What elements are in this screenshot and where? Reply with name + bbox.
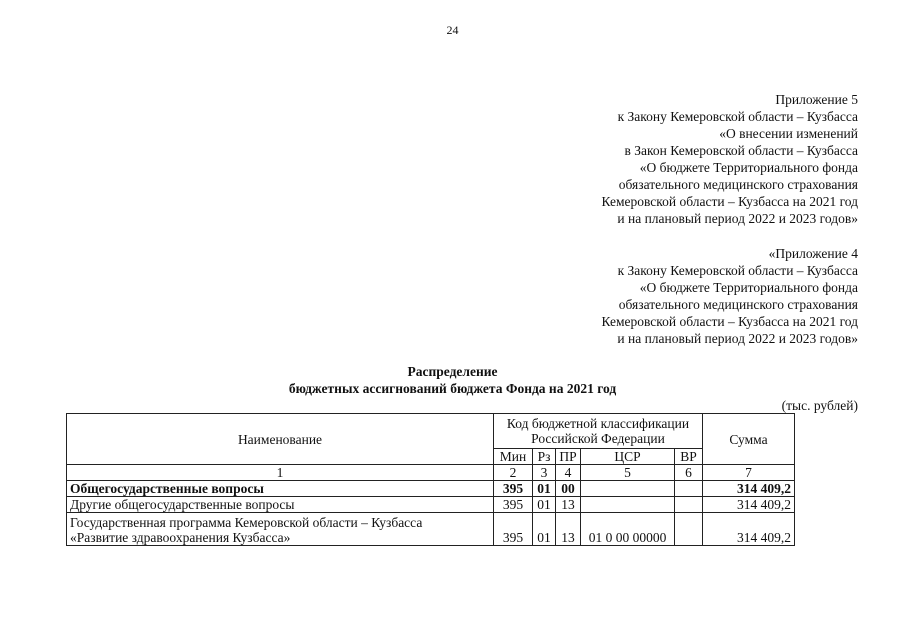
header-rz: Рз [533,449,556,465]
column-number: 5 [581,465,675,481]
document-title [0,363,905,397]
appendix-line: к Закону Кемеровской области – Кузбасса [617,109,858,124]
header-min: Мин [494,449,533,465]
appendix-line: и на плановый период 2022 и 2023 годов» [617,331,858,346]
row-pr: 00 [556,481,581,497]
row-min: 395 [494,481,533,497]
appendix-line: и на плановый период 2022 и 2023 годов» [617,211,858,226]
appendix-line: Приложение 5 [775,92,858,107]
row-min: 395 [494,513,533,546]
row-vr [675,513,703,546]
units-note: (тыс. рублей) [781,398,858,413]
header-classification-code [494,414,703,449]
row-vr [675,481,703,497]
appendix-line: в Закон Кемеровской области – Кузбасса [624,143,858,158]
title-line-1: Распределение [407,364,498,379]
appendix-line: Кемеровской области – Кузбасса на 2021 год [601,314,858,329]
row-csr: 01 0 00 00000 [581,513,675,546]
appendix-5-heading [602,91,859,227]
row-name: Общегосударственные вопросы [67,481,494,497]
table-row [67,481,795,497]
table-row [67,497,795,513]
column-number: 6 [675,465,703,481]
budget-table [66,413,795,546]
header-vr: ВР [675,449,703,465]
column-number: 1 [67,465,494,481]
header-code-line-2: Российской Федерации [531,431,665,446]
header-csr: ЦСР [581,449,675,465]
appendix-line: «О бюджете Территориального фонда [639,160,858,175]
header-pr: ПР [556,449,581,465]
row-rz: 01 [533,513,556,546]
column-number: 2 [494,465,533,481]
row-csr [581,497,675,513]
column-number: 7 [703,465,795,481]
table-header-row [67,414,795,449]
row-name-line-2: «Развитие здравоохранения Кузбасса» [70,530,291,545]
row-min: 395 [494,497,533,513]
row-sum: 314 409,2 [703,481,795,497]
appendix-line: обязательного медицинского страхования [618,297,858,312]
row-rz: 01 [533,497,556,513]
row-name-line-1: Государственная программа Кемеровской области – Кузбасса [70,515,423,530]
header-name: Наименование [67,414,494,465]
column-number: 3 [533,465,556,481]
row-rz: 01 [533,481,556,497]
row-name: Другие общегосударственные вопросы [67,497,494,513]
header-code-line-1: Код бюджетной классификации [506,416,690,431]
appendix-line: к Закону Кемеровской области – Кузбасса [617,263,858,278]
appendix-line: «О бюджете Территориального фонда [639,280,858,295]
page-number: 24 [446,23,459,37]
row-csr [581,481,675,497]
column-number: 4 [556,465,581,481]
row-name [67,513,494,546]
table-row [67,513,795,546]
appendix-line: «О внесении изменений [719,126,858,141]
row-sum: 314 409,2 [703,513,795,546]
column-number-row [67,465,795,481]
appendix-line: обязательного медицинского страхования [618,177,858,192]
row-pr: 13 [556,513,581,546]
appendix-4-heading [602,245,859,347]
appendix-line: Кемеровской области – Кузбасса на 2021 год [601,194,858,209]
row-sum: 314 409,2 [703,497,795,513]
appendix-line: «Приложение 4 [768,246,858,261]
row-vr [675,497,703,513]
header-sum: Сумма [703,414,795,465]
title-line-2: бюджетных ассигнований бюджета Фонда на 2021 год [288,381,617,396]
row-pr: 13 [556,497,581,513]
